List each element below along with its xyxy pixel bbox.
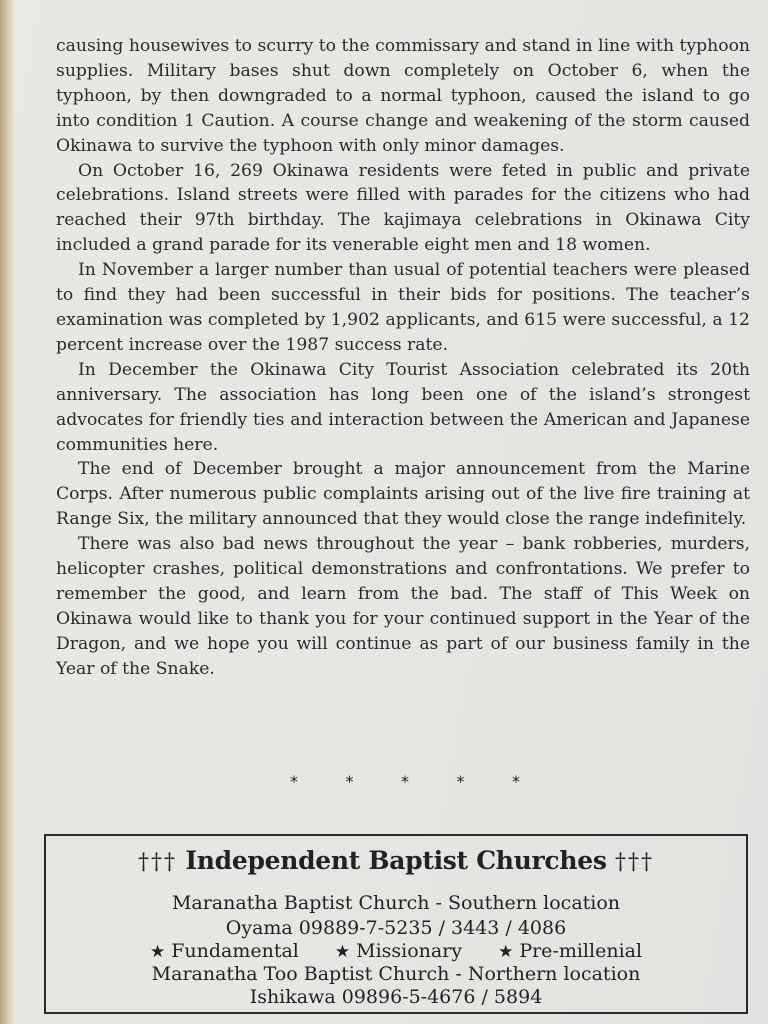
star-icon: ★ [498, 942, 514, 962]
ad-title: Independent Baptist Churches [185, 846, 607, 875]
article-paragraph-6: There was also bad news throughout the year – bank robberies, murders, helicopter crashes, political demonstrations and confrontations. We prefer to remember the good, and learn from the bad. The staff of This Week on Okinawa would like to thank you for your continued support in the Year of the Dragon, and we hope you will continue as part of our business family in the Year of the Snake. [56, 534, 750, 679]
feature-label: Pre-millenial [519, 940, 643, 962]
northern-church-name: Maranatha Too Baptist Church - Northern location [151, 963, 641, 985]
separator-star: * [345, 772, 354, 791]
article-paragraph-5: The end of December brought a major announcement from the Marine Corps. After numerous public complaints arising out of the live fire training at Range Six, the military announced that they would close the range indefinitely. [56, 459, 750, 530]
feature-item [150, 940, 299, 963]
ad-title-row [46, 846, 746, 875]
cross-icon: ††† [615, 850, 655, 875]
feature-label: Missionary [356, 940, 463, 962]
star-icon: ★ [149, 942, 166, 962]
separator-star: * [512, 772, 520, 791]
article-body [56, 34, 750, 682]
page-edge-shadow [0, 0, 14, 1024]
article-paragraph-3: In November a larger number than usual of potential teachers were pleased to find they had been successful in their bids for positions. The teacher’s examination was completed by 1,902 applicants, and 615 were successful, a 12 percent increase over the 1987 success rate. [56, 260, 750, 355]
article-paragraph-2: On October 16, 269 Okinawa residents were feted in public and private celebrations. Island streets were filled with parades for the citizens who had reached their 97th birthday. The kajimaya celebrations in Okinawa City included a grand parade for its venerable eight men and 18 women. [56, 160, 750, 256]
separator-star: * [456, 772, 465, 791]
separator-star: * [401, 772, 409, 791]
article-paragraph-1: causing housewives to scurry to the commissary and stand in line with typhoon supplies. Military bases shut down completely on October 6, when the typhoon, by then downgraded to a normal typhoon, caused the island to go into condition 1 Caution. A course change and weakening of the storm caused Okinawa to survive the typhoon with only minor damages. [56, 36, 750, 156]
church-advertisement [44, 834, 748, 1014]
southern-church-phone: Oyama 09889-7-5235 / 3443 / 4086 [225, 917, 567, 939]
section-separator [290, 772, 520, 791]
article-paragraph-4: In December the Okinawa City Tourist Association celebrated its 20th anniversary. The association has long been one of the island’s strongest advocates for friendly ties and interaction between the American and Japanese communities here. [56, 359, 750, 455]
cross-icon: ††† [137, 850, 177, 875]
southern-church-name: Maranatha Baptist Church - Southern location [171, 892, 621, 914]
northern-church-phone: Ishikawa 09896-5-4676 / 5894 [249, 986, 543, 1008]
feature-item [335, 940, 462, 963]
church-features [46, 940, 746, 963]
separator-star: * [290, 772, 298, 791]
feature-item [498, 940, 642, 963]
star-icon: ★ [334, 942, 351, 962]
feature-label: Fundamental [171, 940, 299, 962]
